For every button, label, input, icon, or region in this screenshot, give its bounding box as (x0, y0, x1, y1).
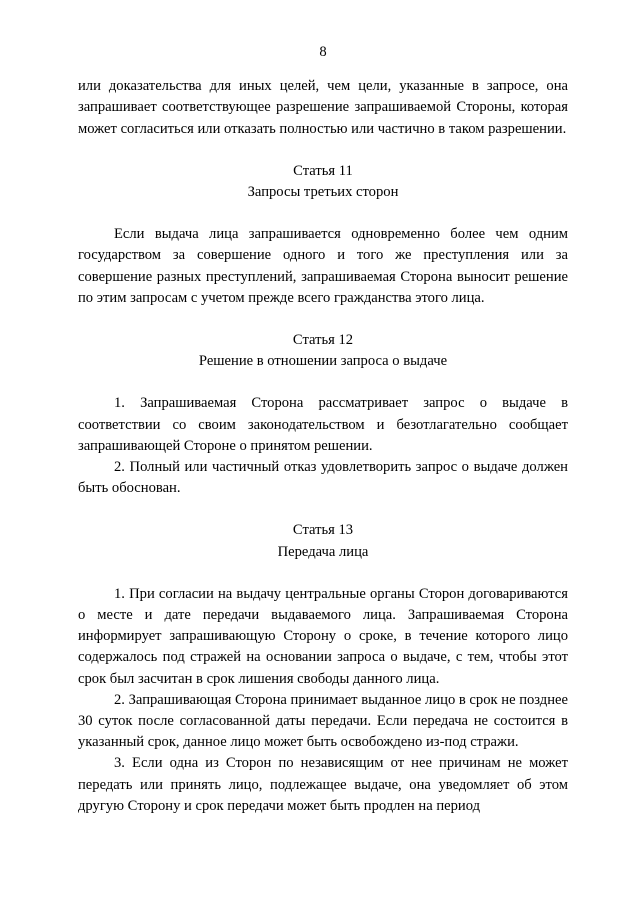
paragraph-continuation: или доказательства для иных целей, чем цели, указанные в запросе, она запрашивает соответствующее разрешение запрашиваемой Стороны, которая может согласиться или отказать полностью или частично в таком разрешении. (78, 78, 568, 137)
article-title: Передача лица (277, 543, 369, 560)
page-number: 8 (319, 44, 327, 60)
article-12-heading (78, 330, 568, 372)
article-12-paragraph-1: 1. Запрашиваемая Сторона рассматривает запрос о выдаче в соответствии со своим законодательством и безотлагательно сообщает запрашивающей Стороне о принятом решении. (78, 395, 568, 454)
article-title: Запросы третьих сторон (247, 184, 399, 201)
article-number: Статья 12 (292, 332, 354, 349)
article-11-paragraph: Если выдача лица запрашивается одновременно более чем одним государством за совершение одного и того же преступления или за совершение разных преступлений, запрашиваемая Сторона выносит решение по этим запросам с учетом прежде всего гражданства этого лица. (78, 226, 568, 306)
article-13-heading (78, 520, 568, 562)
article-11-heading (78, 161, 568, 203)
article-13-paragraph-1: 1. При согласии на выдачу центральные органы Сторон договариваются о месте и дате передачи выдаваемого лица. Запрашиваемая Сторона информирует запрашивающую Сторону о сроке, в течение которого лицо содержалось под стражей на основании запроса о выдаче, с тем, чтобы этот срок был засчитан в срок лишения свободы данного лица. (78, 585, 568, 687)
article-12-paragraph-2: 2. Полный или частичный отказ удовлетворить запрос о выдаче должен быть обоснован. (78, 459, 568, 497)
article-13-paragraph-2: 2. Запрашивающая Сторона принимает выданное лицо в срок не позднее 30 суток после согласованной даты передачи. Если передача не состоится в указанный срок, данное лицо может быть освобождено из-под стражи. (78, 691, 568, 751)
article-number: Статья 11 (293, 162, 353, 179)
article-title: Решение в отношении запроса о выдаче (198, 353, 448, 370)
article-13-paragraph-3: 3. Если одна из Сторон по независящим от нее причинам не может передать или принять лицо, подлежащее выдаче, она уведомляет об этом другую Сторону и срок передачи может быть продлен на период (78, 755, 568, 814)
article-number: Статья 13 (292, 522, 354, 539)
